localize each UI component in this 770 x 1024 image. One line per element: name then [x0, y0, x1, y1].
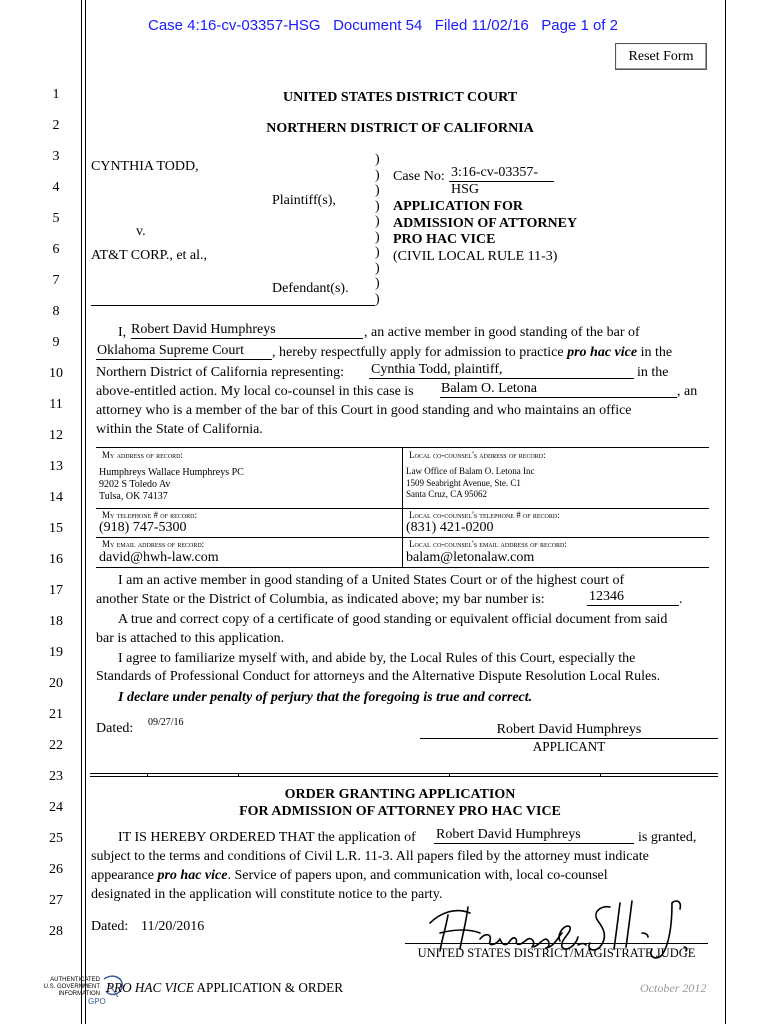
applicant-label: APPLICANT: [532, 739, 606, 754]
app-within: within the State of California.: [96, 422, 263, 437]
my-address-label: My address of record:: [102, 450, 183, 460]
order-text-3: [91, 868, 608, 884]
order-text-1b: is granted,: [638, 830, 697, 845]
line-number: 8: [52, 304, 60, 319]
order-text-2: subject to the terms and conditions of Civil L.R. 11-3. All papers filed by the attorney must indicate: [91, 849, 649, 864]
plaintiff-name: CYNTHIA TODD,: [91, 159, 199, 174]
court-name: UNITED STATES DISTRICT COURT: [282, 90, 518, 105]
cocounsel-field[interactable]: Balam O. Letona: [440, 380, 677, 398]
order-phv: pro hac vice: [157, 868, 228, 883]
member-text-1: I am an active member in good standing of a United States Court or of the highest court of: [118, 573, 625, 588]
case-no-field[interactable]: 3:16-cv-03357-HSG: [449, 164, 554, 182]
member-text-2: another State or the District of Columbia, as indicated above; my bar number is:: [96, 592, 545, 607]
local-phone-field[interactable]: (831) 421-0200: [406, 520, 494, 535]
line-number: 13: [49, 459, 63, 474]
judge-label: UNITED STATES DISTRICT/MAGISTRATE JUDGE: [417, 946, 696, 960]
left-margin-line: [81, 0, 82, 1024]
filing-stamp: Case 4:16-cv-03357-HSG Document 54 Filed 11/02/16 Page 1 of 2: [148, 17, 618, 34]
my-email-field[interactable]: david@hwh-law.com: [99, 550, 219, 565]
line-number: 11: [49, 397, 63, 412]
local-email-label: Local co-counsel's email address of record:: [409, 539, 567, 549]
app-phv: pro hac vice: [567, 345, 638, 360]
form-title-rest: APPLICATION & ORDER: [193, 980, 344, 995]
doc-title-1: APPLICATION FOR: [393, 199, 524, 214]
app-text-1: , an active member in good standing of the bar of: [364, 325, 640, 340]
line-number: 14: [49, 490, 63, 505]
line-number: 20: [49, 676, 63, 691]
doc-title-2: ADMISSION OF ATTORNEY: [393, 216, 578, 231]
local-address-label: Local co-counsel's address of record:: [409, 450, 546, 460]
my-address-line: Humphreys Wallace Humphreys PC: [99, 467, 244, 478]
line-number: 7: [52, 273, 60, 288]
my-phone-label: My telephone # of record:: [102, 510, 198, 520]
app-above: above-entitled action. My local co-counsel in this case is: [96, 384, 414, 399]
line-number: 3: [52, 149, 60, 164]
order-title-2: FOR ADMISSION OF ATTORNEY PRO HAC VICE: [239, 804, 561, 819]
form-title: [106, 980, 343, 996]
versus: v.: [136, 224, 146, 239]
order-separator-1: [90, 773, 718, 774]
order-appearance: appearance: [91, 868, 158, 883]
line-number: 18: [49, 614, 63, 629]
app-northern: Northern District of California representing:: [96, 365, 345, 380]
right-margin-line: [725, 0, 726, 1024]
my-phone-field[interactable]: (918) 747-5300: [99, 520, 187, 535]
defendant-role: Defendant(s).: [272, 281, 349, 296]
order-dated-label: Dated:: [91, 919, 129, 934]
line-number: 10: [49, 366, 63, 381]
my-address-line: 9202 S Toledo Av: [99, 479, 171, 490]
line-number: 21: [49, 707, 63, 722]
gpo-auth-line: AUTHENTICATED: [50, 977, 100, 983]
representing-field[interactable]: Cynthia Todd, plaintiff,: [369, 361, 634, 379]
table-line-3: [96, 537, 709, 538]
order-text-4: designated in the application will constitute notice to the party.: [91, 887, 443, 902]
bar-number-field[interactable]: 12346: [587, 588, 679, 606]
order-separator-2: [90, 776, 718, 777]
order-text-1a: IT IS HEREBY ORDERED THAT the application of: [118, 830, 416, 845]
plaintiff-role: Plaintiff(s),: [272, 193, 336, 208]
member-period: .: [679, 592, 683, 607]
court-district: NORTHERN DISTRICT OF CALIFORNIA: [266, 121, 534, 136]
copy-text-2: bar is attached to this application.: [96, 631, 285, 646]
order-applicant-field[interactable]: Robert David Humphreys: [434, 826, 634, 844]
declaration: I declare under penalty of perjury that the foregoing is true and correct.: [118, 690, 533, 705]
my-address[interactable]: [99, 467, 244, 503]
gpo-label: GPO: [88, 997, 106, 1006]
doc-title-3: PRO HAC VICE: [393, 232, 496, 247]
attorney-name-field[interactable]: Robert David Humphreys: [131, 321, 363, 339]
my-email-label: My email address of record:: [102, 539, 205, 549]
agree-text-1: I agree to familiarize myself with, and abide by, the Local Rules of this Court, especially the: [118, 651, 636, 666]
line-number: 27: [49, 893, 63, 908]
line-number: 26: [49, 862, 63, 877]
local-address-line: 1509 Seabright Avenue, Ste. C1: [406, 477, 521, 488]
local-address[interactable]: [406, 466, 535, 501]
gpo-authentication: [40, 977, 100, 998]
line-number: 19: [49, 645, 63, 660]
app-an: , an: [677, 384, 698, 399]
line-number: 6: [52, 242, 60, 257]
judge-signature-line: [405, 943, 708, 944]
line-number: 15: [49, 521, 63, 536]
reset-form-button[interactable]: Reset Form: [615, 43, 707, 70]
table-divider: [402, 447, 403, 567]
order-dated-field[interactable]: 11/20/2016: [141, 919, 205, 934]
table-bottom-line: [96, 567, 709, 568]
line-number: 2: [52, 118, 60, 133]
separator-tick: [600, 773, 601, 777]
app-attorney-line: attorney who is a member of the bar of this Court in good standing and who maintains an office: [96, 403, 632, 418]
local-address-line: Law Office of Balam O. Letona Inc: [406, 466, 535, 476]
my-address-line: Tulsa, OK 74137: [99, 491, 168, 502]
gpo-auth-line: INFORMATION: [58, 991, 100, 997]
app-i: I,: [118, 325, 127, 340]
defendant-name: AT&T CORP., et al.,: [91, 248, 208, 263]
line-number: 17: [49, 583, 63, 598]
form-date: October 2012: [640, 981, 707, 995]
line-number: 24: [49, 800, 63, 815]
local-phone-label: Local co-counsel's telephone # of record:: [409, 510, 560, 520]
applicant-signature-field[interactable]: Robert David Humphreys: [420, 721, 718, 739]
local-rule: (CIVIL LOCAL RULE 11-3): [393, 249, 558, 264]
caption-parens: ) ) ) ) ) ) ) ) ) ): [375, 152, 380, 307]
copy-text-1: A true and correct copy of a certificate of good standing or equivalent official document from said: [118, 612, 668, 627]
dated-field[interactable]: 09/27/16: [148, 717, 184, 728]
line-number: 23: [49, 769, 63, 784]
app-hereby: , hereby respectfully apply for admission to practice: [272, 345, 568, 360]
app-text-2: [272, 345, 672, 361]
bar-field[interactable]: Oklahoma Supreme Court: [96, 342, 272, 360]
form-title-phv: PRO HAC VICE: [106, 980, 194, 995]
gpo-auth-line: U.S. GOVERNMENT: [43, 984, 100, 990]
local-email-field[interactable]: balam@letonalaw.com: [406, 550, 535, 565]
separator-tick: [238, 773, 239, 777]
line-number: 12: [49, 428, 63, 443]
left-margin-line-inner: [85, 0, 86, 1024]
local-address-line: Santa Cruz, CA 95062: [406, 489, 487, 499]
dated-label: Dated:: [96, 721, 134, 736]
line-number: 4: [52, 180, 60, 195]
line-number: 22: [49, 738, 63, 753]
order-title-1: ORDER GRANTING APPLICATION: [284, 787, 516, 802]
line-number: 25: [49, 831, 63, 846]
line-number: 1: [52, 87, 60, 102]
line-number: 9: [52, 335, 60, 350]
app-in-the: in the: [637, 345, 673, 360]
line-number: 28: [49, 924, 63, 939]
line-number: 16: [49, 552, 63, 567]
case-no-label: Case No:: [393, 169, 445, 184]
app-in-the-2: in the: [637, 365, 669, 380]
separator-tick: [147, 773, 148, 777]
line-number: 5: [52, 211, 60, 226]
agree-text-2: Standards of Professional Conduct for attorneys and the Alternative Dispute Resolution Local Rules.: [96, 669, 661, 684]
table-line-2: [96, 508, 709, 509]
order-service: . Service of papers upon, and communication with, local co-counsel: [227, 868, 608, 883]
caption-bottom-line: [91, 305, 375, 306]
separator-tick: [449, 773, 450, 777]
